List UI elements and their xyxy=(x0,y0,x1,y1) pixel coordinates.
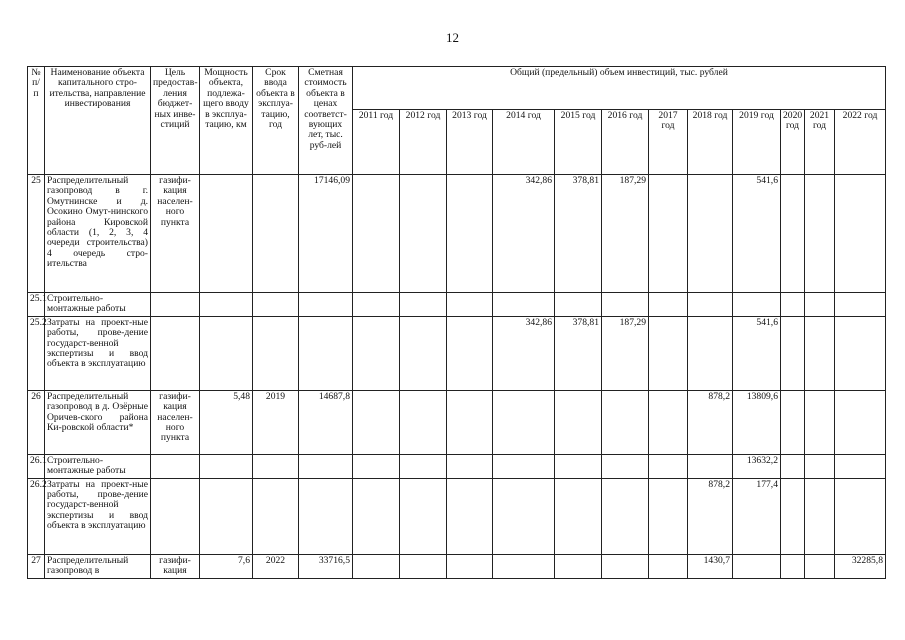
year-value-cell xyxy=(781,175,805,293)
year-value-cell: 13809,6 xyxy=(733,390,781,454)
header-year: 2015 год xyxy=(555,110,602,175)
capacity-cell: 5,48 xyxy=(200,390,253,454)
year-value-cell: 187,29 xyxy=(602,316,649,390)
year-value-cell xyxy=(688,293,733,317)
year-value-cell xyxy=(493,478,555,554)
year-value-cell xyxy=(835,175,886,293)
purpose-cell: газифи-кация населен-ного пункта xyxy=(151,390,200,454)
capacity-cell xyxy=(200,454,253,478)
year-value-cell xyxy=(781,478,805,554)
purpose-cell xyxy=(151,293,200,317)
cost-cell: 14687,8 xyxy=(299,390,353,454)
cost-cell: 33716,5 xyxy=(299,554,353,578)
year-value-cell xyxy=(447,478,493,554)
year-value-cell xyxy=(353,175,400,293)
purpose-cell: газифи-кация xyxy=(151,554,200,578)
table-row xyxy=(28,554,886,578)
year-value-cell xyxy=(493,554,555,578)
year-value-cell xyxy=(781,554,805,578)
year-value-cell xyxy=(400,316,447,390)
row-number: 25 xyxy=(28,175,45,293)
year-value-cell: 32285,8 xyxy=(835,554,886,578)
year-value-cell xyxy=(493,293,555,317)
cost-cell xyxy=(299,478,353,554)
year-value-cell xyxy=(649,478,688,554)
year-value-cell: 878,2 xyxy=(688,390,733,454)
year-value-cell xyxy=(555,478,602,554)
row-number: 25.2 xyxy=(28,316,45,390)
header-year: 2021 год xyxy=(805,110,835,175)
year-value-cell: 541,6 xyxy=(733,316,781,390)
year-value-cell xyxy=(353,390,400,454)
table-row xyxy=(28,293,886,317)
year-value-cell xyxy=(805,175,835,293)
year-value-cell xyxy=(649,554,688,578)
object-name: Строительно-монтажные работы xyxy=(45,293,151,317)
year-value-cell: 541,6 xyxy=(733,175,781,293)
header-cost: Сметная стоимость объекта в ценах соответст-вующих лет, тыс. руб-лей xyxy=(299,67,353,175)
year-value-cell xyxy=(805,293,835,317)
header-purpose: Цель предостав-ления бюджет-ных инве-стиций xyxy=(151,67,200,175)
term-cell: 2019 xyxy=(253,390,299,454)
purpose-cell: газифи-кация населен-ного пункта xyxy=(151,175,200,293)
header-year: 2014 год xyxy=(493,110,555,175)
year-value-cell xyxy=(400,554,447,578)
year-value-cell xyxy=(447,554,493,578)
object-name: Строительно-монтажные работы xyxy=(45,454,151,478)
year-value-cell xyxy=(555,293,602,317)
capacity-cell xyxy=(200,293,253,317)
investment-table xyxy=(27,66,886,579)
capacity-cell xyxy=(200,316,253,390)
cost-cell xyxy=(299,316,353,390)
year-value-cell xyxy=(447,454,493,478)
year-value-cell: 378,81 xyxy=(555,175,602,293)
year-value-cell xyxy=(688,454,733,478)
year-value-cell xyxy=(649,316,688,390)
year-value-cell xyxy=(400,390,447,454)
year-value-cell: 342,86 xyxy=(493,175,555,293)
cost-cell xyxy=(299,454,353,478)
year-value-cell xyxy=(555,390,602,454)
year-value-cell xyxy=(835,454,886,478)
header-year: 2019 год xyxy=(733,110,781,175)
capacity-cell xyxy=(200,175,253,293)
capacity-cell xyxy=(200,478,253,554)
term-cell xyxy=(253,316,299,390)
row-number: 27 xyxy=(28,554,45,578)
year-value-cell xyxy=(353,454,400,478)
table-row xyxy=(28,454,886,478)
header-year: 2018 год xyxy=(688,110,733,175)
object-name: Затраты на проект-ные работы, прове-дение государст-венной экспертизы и ввод объекта в эксплуатацию xyxy=(45,478,151,554)
year-value-cell xyxy=(805,554,835,578)
year-value-cell xyxy=(602,478,649,554)
year-value-cell xyxy=(602,390,649,454)
year-value-cell xyxy=(733,293,781,317)
cost-cell: 17146,09 xyxy=(299,175,353,293)
row-number: 25.1 xyxy=(28,293,45,317)
cost-cell xyxy=(299,293,353,317)
year-value-cell xyxy=(688,316,733,390)
term-cell xyxy=(253,478,299,554)
header-total-investment: Общий (предельный) объем инвестиций, тыс. рублей xyxy=(353,67,886,110)
year-value-cell xyxy=(602,554,649,578)
year-value-cell xyxy=(493,454,555,478)
header-name: Наименование объекта капитального стро-ительства, направление инвестирования xyxy=(45,67,151,175)
year-value-cell xyxy=(835,316,886,390)
year-value-cell xyxy=(649,175,688,293)
header-year: 2013 год xyxy=(447,110,493,175)
year-value-cell: 342,86 xyxy=(493,316,555,390)
year-value-cell: 177,4 xyxy=(733,478,781,554)
year-value-cell xyxy=(555,554,602,578)
table-row xyxy=(28,175,886,293)
year-value-cell xyxy=(447,293,493,317)
year-value-cell xyxy=(781,454,805,478)
header-num: № п/п xyxy=(28,67,45,175)
year-value-cell xyxy=(400,454,447,478)
year-value-cell xyxy=(400,175,447,293)
header-year: 2012 год xyxy=(400,110,447,175)
header-year: 2022 год xyxy=(835,110,886,175)
table-row xyxy=(28,390,886,454)
year-value-cell xyxy=(602,454,649,478)
row-number: 26.1 xyxy=(28,454,45,478)
year-value-cell xyxy=(835,390,886,454)
table-row xyxy=(28,316,886,390)
term-cell xyxy=(253,454,299,478)
year-value-cell xyxy=(649,293,688,317)
year-value-cell xyxy=(602,293,649,317)
row-number: 26.2 xyxy=(28,478,45,554)
year-value-cell: 187,29 xyxy=(602,175,649,293)
purpose-cell xyxy=(151,316,200,390)
year-value-cell xyxy=(353,293,400,317)
term-cell: 2022 xyxy=(253,554,299,578)
year-value-cell xyxy=(805,390,835,454)
header-year: 2011 год xyxy=(353,110,400,175)
year-value-cell xyxy=(353,554,400,578)
year-value-cell xyxy=(688,175,733,293)
year-value-cell xyxy=(400,293,447,317)
purpose-cell xyxy=(151,454,200,478)
year-value-cell xyxy=(447,316,493,390)
year-value-cell xyxy=(781,390,805,454)
purpose-cell xyxy=(151,478,200,554)
page-number: 12 xyxy=(446,30,459,45)
row-number: 26 xyxy=(28,390,45,454)
capacity-cell: 7,6 xyxy=(200,554,253,578)
object-name: Распределительный газопровод в г. Омутнинске и д. Осокино Омут-нинского района Кировской области (1, 2, 3, 4 очереди строительства) 4 очередь стро-ительства xyxy=(45,175,151,293)
header-year: 2017 год xyxy=(649,110,688,175)
year-value-cell: 13632,2 xyxy=(733,454,781,478)
year-value-cell xyxy=(835,478,886,554)
year-value-cell xyxy=(649,454,688,478)
header-capacity: Мощность объекта, подлежа-щего вводу в эксплуа-тацию, км xyxy=(200,67,253,175)
term-cell xyxy=(253,293,299,317)
year-value-cell xyxy=(805,454,835,478)
year-value-cell xyxy=(781,293,805,317)
year-value-cell xyxy=(353,316,400,390)
year-value-cell xyxy=(649,390,688,454)
year-value-cell xyxy=(353,478,400,554)
year-value-cell xyxy=(447,175,493,293)
year-value-cell xyxy=(733,554,781,578)
object-name: Распределительный газопровод в xyxy=(45,554,151,578)
object-name: Распределительный газопровод в д. Озёрные Оричев-ского района Ки-ровской области* xyxy=(45,390,151,454)
year-value-cell xyxy=(835,293,886,317)
table-row xyxy=(28,478,886,554)
year-value-cell xyxy=(805,478,835,554)
header-year: 2020 год xyxy=(781,110,805,175)
year-value-cell: 378,81 xyxy=(555,316,602,390)
year-value-cell xyxy=(805,316,835,390)
year-value-cell xyxy=(493,390,555,454)
year-value-cell: 1430,7 xyxy=(688,554,733,578)
year-value-cell xyxy=(400,478,447,554)
year-value-cell xyxy=(781,316,805,390)
term-cell xyxy=(253,175,299,293)
header-term: Срок ввода объекта в эксплуа-тацию, год xyxy=(253,67,299,175)
year-value-cell xyxy=(555,454,602,478)
object-name: Затраты на проект-ные работы, прове-дение государст-венной экспертизы и ввод объекта в эксплуатацию xyxy=(45,316,151,390)
year-value-cell: 878,2 xyxy=(688,478,733,554)
header-year: 2016 год xyxy=(602,110,649,175)
year-value-cell xyxy=(447,390,493,454)
